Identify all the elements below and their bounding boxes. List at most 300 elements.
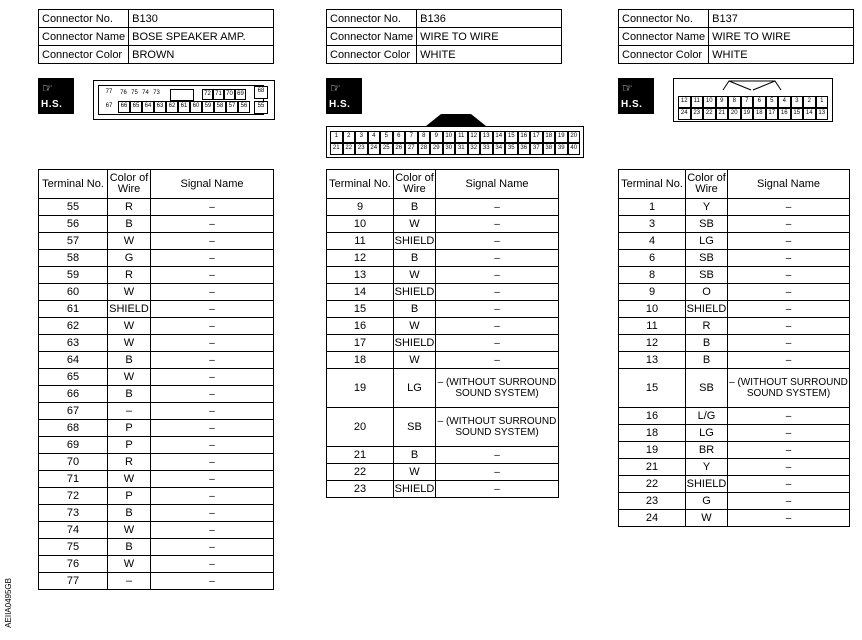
signal-name: – (728, 250, 850, 267)
wire-color: B (394, 447, 436, 464)
signal-name: – (728, 318, 850, 335)
pin: 68 (254, 86, 268, 99)
pin: 21 (716, 108, 729, 120)
signal-name: – (151, 250, 274, 267)
signal-name: – (151, 488, 274, 505)
table-row (619, 216, 850, 233)
label: Connector No. (619, 10, 709, 28)
signal-name: – (WITHOUT SURROUND SOUND SYSTEM) (728, 369, 850, 408)
pin: 27 (405, 143, 418, 155)
pin: 11 (691, 96, 704, 108)
table-row (39, 301, 274, 318)
pin: 14 (803, 108, 816, 120)
signal-name: – (728, 459, 850, 476)
pin: 18 (753, 108, 766, 120)
pin-row-top (118, 89, 246, 101)
table-row (39, 437, 274, 454)
wire-color: P (108, 420, 151, 437)
pin: 2 (803, 96, 816, 108)
pin: 29 (430, 143, 443, 155)
pin: 56 (238, 101, 250, 113)
pin: 14 (493, 131, 506, 143)
label: Connector Color (327, 46, 417, 64)
pin-row-bottom (330, 143, 580, 155)
pin: 77 (102, 88, 116, 100)
table-row (619, 233, 850, 250)
wire-color: W (108, 233, 151, 250)
terminal-no: 14 (327, 284, 394, 301)
pin: 66 (118, 101, 130, 113)
pin: 12 (678, 96, 691, 108)
pin: 24 (368, 143, 381, 155)
signal-name: – (151, 539, 274, 556)
pin: 67 (102, 102, 116, 114)
signal-name: – (151, 471, 274, 488)
table-row (327, 267, 559, 284)
terminal-no: 19 (327, 369, 394, 408)
signal-name: – (436, 352, 559, 369)
table-row (619, 335, 850, 352)
col-signal: Signal Name (151, 170, 274, 199)
pin: 33 (480, 143, 493, 155)
wire-color: SB (686, 267, 728, 284)
table-row (619, 459, 850, 476)
pin: 3 (791, 96, 804, 108)
connector-color: WHITE (417, 46, 562, 64)
signal-name: – (151, 369, 274, 386)
terminal-no: 63 (39, 335, 108, 352)
table-row (327, 335, 559, 352)
signal-name: – (151, 454, 274, 471)
pin: 23 (355, 143, 368, 155)
terminal-no: 58 (39, 250, 108, 267)
table-row (39, 488, 274, 505)
connector-face-b137 (673, 78, 833, 122)
label: Connector Name (39, 28, 129, 46)
wire-color: SB (394, 408, 436, 447)
pin: 28 (418, 143, 431, 155)
table-row (39, 471, 274, 488)
pin: 59 (202, 101, 214, 113)
wire-color: – (108, 403, 151, 420)
label: Connector No. (327, 10, 417, 28)
terminal-no: 23 (619, 493, 686, 510)
pin: 21 (330, 143, 343, 155)
terminal-no: 57 (39, 233, 108, 250)
table-row (39, 199, 274, 216)
wire-color: LG (394, 369, 436, 408)
pin: 32 (468, 143, 481, 155)
wire-color: SHIELD (394, 481, 436, 498)
pin: 9 (430, 131, 443, 143)
pin: 74 (140, 89, 151, 100)
wire-color: B (108, 539, 151, 556)
terminal-no: 16 (327, 318, 394, 335)
pin: 17 (530, 131, 543, 143)
col-terminal: Terminal No. (327, 170, 394, 199)
table-row (39, 573, 274, 590)
pin: 30 (443, 143, 456, 155)
pin: 10 (443, 131, 456, 143)
pin: 58 (214, 101, 226, 113)
signal-name: – (WITHOUT SURROUND SOUND SYSTEM) (436, 369, 559, 408)
terminal-no: 22 (327, 464, 394, 481)
signal-name: – (436, 250, 559, 267)
terminal-no: 21 (327, 447, 394, 464)
wire-color: W (108, 369, 151, 386)
table-row (39, 386, 274, 403)
col-signal: Signal Name (436, 170, 559, 199)
wire-color: B (394, 199, 436, 216)
wire-color: G (108, 250, 151, 267)
pin: 57 (226, 101, 238, 113)
pin: 61 (178, 101, 190, 113)
wire-color: SHIELD (108, 301, 151, 318)
connector-name: WIRE TO WIRE (709, 28, 854, 46)
pin: 9 (716, 96, 729, 108)
wire-color: B (108, 352, 151, 369)
connector-face-b136 (326, 112, 584, 160)
pin: 62 (166, 101, 178, 113)
terminal-no: 4 (619, 233, 686, 250)
signal-name: – (728, 267, 850, 284)
pin: 35 (505, 143, 518, 155)
connector-info-b130 (38, 9, 274, 64)
terminal-no: 74 (39, 522, 108, 539)
table-row (619, 301, 850, 318)
wire-color: W (108, 556, 151, 573)
pin: 65 (130, 101, 142, 113)
terminal-no: 1 (619, 199, 686, 216)
table-row (619, 369, 850, 408)
col-terminal: Terminal No. (39, 170, 108, 199)
table-row (39, 522, 274, 539)
signal-name: – (728, 216, 850, 233)
terminal-no: 18 (327, 352, 394, 369)
pin: 22 (703, 108, 716, 120)
pin: 5 (380, 131, 393, 143)
terminal-no: 60 (39, 284, 108, 301)
connector-info-b137 (618, 9, 854, 64)
signal-name: – (151, 216, 274, 233)
table-row (327, 318, 559, 335)
signal-name: – (151, 318, 274, 335)
connector-no: B136 (417, 10, 562, 28)
table-row (39, 318, 274, 335)
pin: 73 (151, 89, 162, 100)
wire-color: W (394, 464, 436, 481)
pin: 71 (213, 89, 224, 100)
table-row (39, 250, 274, 267)
pin: 4 (778, 96, 791, 108)
signal-name: – (728, 408, 850, 425)
pin-row-bottom (118, 101, 250, 113)
connector-face-b130 (93, 80, 275, 120)
pin: 16 (778, 108, 791, 120)
wire-color: Y (686, 199, 728, 216)
pin: 40 (568, 143, 581, 155)
table-row (327, 408, 559, 447)
col-signal: Signal Name (728, 170, 850, 199)
col-terminal: Terminal No. (619, 170, 686, 199)
signal-name: – (436, 284, 559, 301)
table-row (619, 352, 850, 369)
pin: 13 (816, 108, 829, 120)
table-row (327, 216, 559, 233)
blank-slot (170, 89, 194, 101)
connector-name: BOSE SPEAKER AMP. (129, 28, 274, 46)
pin: 23 (691, 108, 704, 120)
signal-name: – (151, 556, 274, 573)
pin: 22 (343, 143, 356, 155)
wire-color: SB (686, 369, 728, 408)
table-row (39, 369, 274, 386)
table-row (619, 199, 850, 216)
wire-color: B (686, 335, 728, 352)
signal-name: – (728, 476, 850, 493)
table-row (327, 301, 559, 318)
wire-color: W (108, 318, 151, 335)
table-row (619, 510, 850, 527)
terminal-no: 70 (39, 454, 108, 471)
pin: 2 (343, 131, 356, 143)
terminal-no: 11 (619, 318, 686, 335)
pin: 8 (728, 96, 741, 108)
wire-color: B (108, 216, 151, 233)
label: Connector Color (39, 46, 129, 64)
terminal-no: 61 (39, 301, 108, 318)
table-row (39, 216, 274, 233)
signal-name: – (728, 510, 850, 527)
wire-color: W (686, 510, 728, 527)
signal-name: – (151, 522, 274, 539)
connector-no: B130 (129, 10, 274, 28)
wire-color: O (686, 284, 728, 301)
hs-label: H.S. (621, 99, 643, 110)
pin: 75 (129, 89, 140, 100)
terminal-no: 10 (327, 216, 394, 233)
pin: 1 (816, 96, 829, 108)
terminal-no: 12 (619, 335, 686, 352)
label: Connector Name (327, 28, 417, 46)
table-row (327, 464, 559, 481)
wire-color: R (108, 267, 151, 284)
table-row (39, 403, 274, 420)
wire-color: B (394, 301, 436, 318)
signal-name: – (728, 233, 850, 250)
table-row (327, 352, 559, 369)
terminal-no: 18 (619, 425, 686, 442)
hs-badge (326, 78, 362, 114)
terminal-no: 23 (327, 481, 394, 498)
signal-name: – (436, 267, 559, 284)
wire-color: R (108, 454, 151, 471)
signal-name: – (728, 493, 850, 510)
table-row (39, 267, 274, 284)
terminal-no: 66 (39, 386, 108, 403)
table-row (39, 233, 274, 250)
wire-color: W (108, 335, 151, 352)
signal-name: – (436, 447, 559, 464)
pin: 20 (728, 108, 741, 120)
terminal-no: 64 (39, 352, 108, 369)
hs-label: H.S. (41, 99, 63, 110)
pin: 16 (518, 131, 531, 143)
signal-name: – (151, 284, 274, 301)
pin: 60 (190, 101, 202, 113)
table-row (39, 284, 274, 301)
signal-name: – (436, 301, 559, 318)
wire-color: BR (686, 442, 728, 459)
wire-color: LG (686, 425, 728, 442)
table-row (619, 318, 850, 335)
signal-name: – (151, 301, 274, 318)
pin: 64 (142, 101, 154, 113)
pin: 3 (355, 131, 368, 143)
wire-color: SHIELD (686, 476, 728, 493)
signal-name: – (436, 335, 559, 352)
pin: 11 (455, 131, 468, 143)
pin: 13 (480, 131, 493, 143)
wire-color: B (108, 386, 151, 403)
table-row (327, 284, 559, 301)
col-color: Color of Wire (394, 170, 436, 199)
signal-name: – (728, 425, 850, 442)
pin-row-bottom (678, 108, 828, 120)
table-row (619, 284, 850, 301)
figure-id: AEIIA0495GB (4, 578, 13, 628)
hs-badge (618, 78, 654, 114)
label: Connector Name (619, 28, 709, 46)
signal-name: – (436, 216, 559, 233)
signal-name: – (728, 284, 850, 301)
signal-name: – (436, 464, 559, 481)
table-row (619, 267, 850, 284)
pin-row-top (678, 96, 828, 108)
terminal-no: 62 (39, 318, 108, 335)
signal-name: – (151, 335, 274, 352)
pin: 76 (118, 89, 129, 100)
terminal-no: 73 (39, 505, 108, 522)
connector-color: BROWN (129, 46, 274, 64)
label: Connector Color (619, 46, 709, 64)
pin: 25 (380, 143, 393, 155)
terminal-no: 67 (39, 403, 108, 420)
terminal-no: 77 (39, 573, 108, 590)
wire-color: SB (686, 250, 728, 267)
terminal-no: 76 (39, 556, 108, 573)
pin: 7 (405, 131, 418, 143)
terminal-no: 16 (619, 408, 686, 425)
terminal-table-b130 (38, 169, 274, 590)
table-row (619, 476, 850, 493)
pin: 26 (393, 143, 406, 155)
terminal-no: 10 (619, 301, 686, 318)
terminal-no: 13 (327, 267, 394, 284)
signal-name: – (151, 233, 274, 250)
signal-name: – (728, 199, 850, 216)
wire-color: B (108, 505, 151, 522)
pin: 20 (568, 131, 581, 143)
signal-name: – (151, 199, 274, 216)
signal-name: – (151, 573, 274, 590)
wire-color: LG (686, 233, 728, 250)
table-row (327, 369, 559, 408)
terminal-no: 21 (619, 459, 686, 476)
terminal-no: 65 (39, 369, 108, 386)
pin: 18 (543, 131, 556, 143)
table-row (39, 454, 274, 471)
table-row (39, 556, 274, 573)
terminal-no: 11 (327, 233, 394, 250)
wire-color: R (686, 318, 728, 335)
signal-name: – (436, 233, 559, 250)
signal-name: – (151, 437, 274, 454)
table-row (327, 481, 559, 498)
pin-row-top (330, 131, 580, 143)
pin: 1 (330, 131, 343, 143)
wire-color: W (108, 522, 151, 539)
pin: 63 (154, 101, 166, 113)
terminal-no: 9 (619, 284, 686, 301)
signal-name: – (436, 318, 559, 335)
hs-badge (38, 78, 74, 114)
pin: 17 (766, 108, 779, 120)
terminal-no: 6 (619, 250, 686, 267)
table-row (327, 447, 559, 464)
table-row (619, 250, 850, 267)
signal-name: – (436, 199, 559, 216)
table-row (39, 420, 274, 437)
pin: 55 (254, 101, 268, 114)
terminal-no: 15 (327, 301, 394, 318)
wire-color: SHIELD (394, 335, 436, 352)
pin: 19 (555, 131, 568, 143)
signal-name: – (728, 301, 850, 318)
wire-color: B (686, 352, 728, 369)
table-row (327, 233, 559, 250)
wire-color: L/G (686, 408, 728, 425)
pin: 6 (393, 131, 406, 143)
terminal-no: 72 (39, 488, 108, 505)
wire-color: W (108, 471, 151, 488)
pin: 37 (530, 143, 543, 155)
terminal-no: 56 (39, 216, 108, 233)
pin: 31 (455, 143, 468, 155)
pin: 36 (518, 143, 531, 155)
pin: 8 (418, 131, 431, 143)
hand-icon: ☞ (330, 81, 341, 95)
table-row (39, 505, 274, 522)
table-row (619, 425, 850, 442)
pin: 39 (555, 143, 568, 155)
terminal-no: 71 (39, 471, 108, 488)
connector-info-b136 (326, 9, 562, 64)
wire-color: Y (686, 459, 728, 476)
signal-name: – (728, 335, 850, 352)
signal-name: – (728, 352, 850, 369)
pin: 6 (753, 96, 766, 108)
terminal-table-b136 (326, 169, 559, 498)
signal-name: – (151, 505, 274, 522)
wire-color: – (108, 573, 151, 590)
wire-color: W (394, 216, 436, 233)
hand-icon: ☞ (42, 81, 53, 95)
terminal-no: 59 (39, 267, 108, 284)
pin: 72 (202, 89, 213, 100)
pin: 15 (505, 131, 518, 143)
connector-name: WIRE TO WIRE (417, 28, 562, 46)
